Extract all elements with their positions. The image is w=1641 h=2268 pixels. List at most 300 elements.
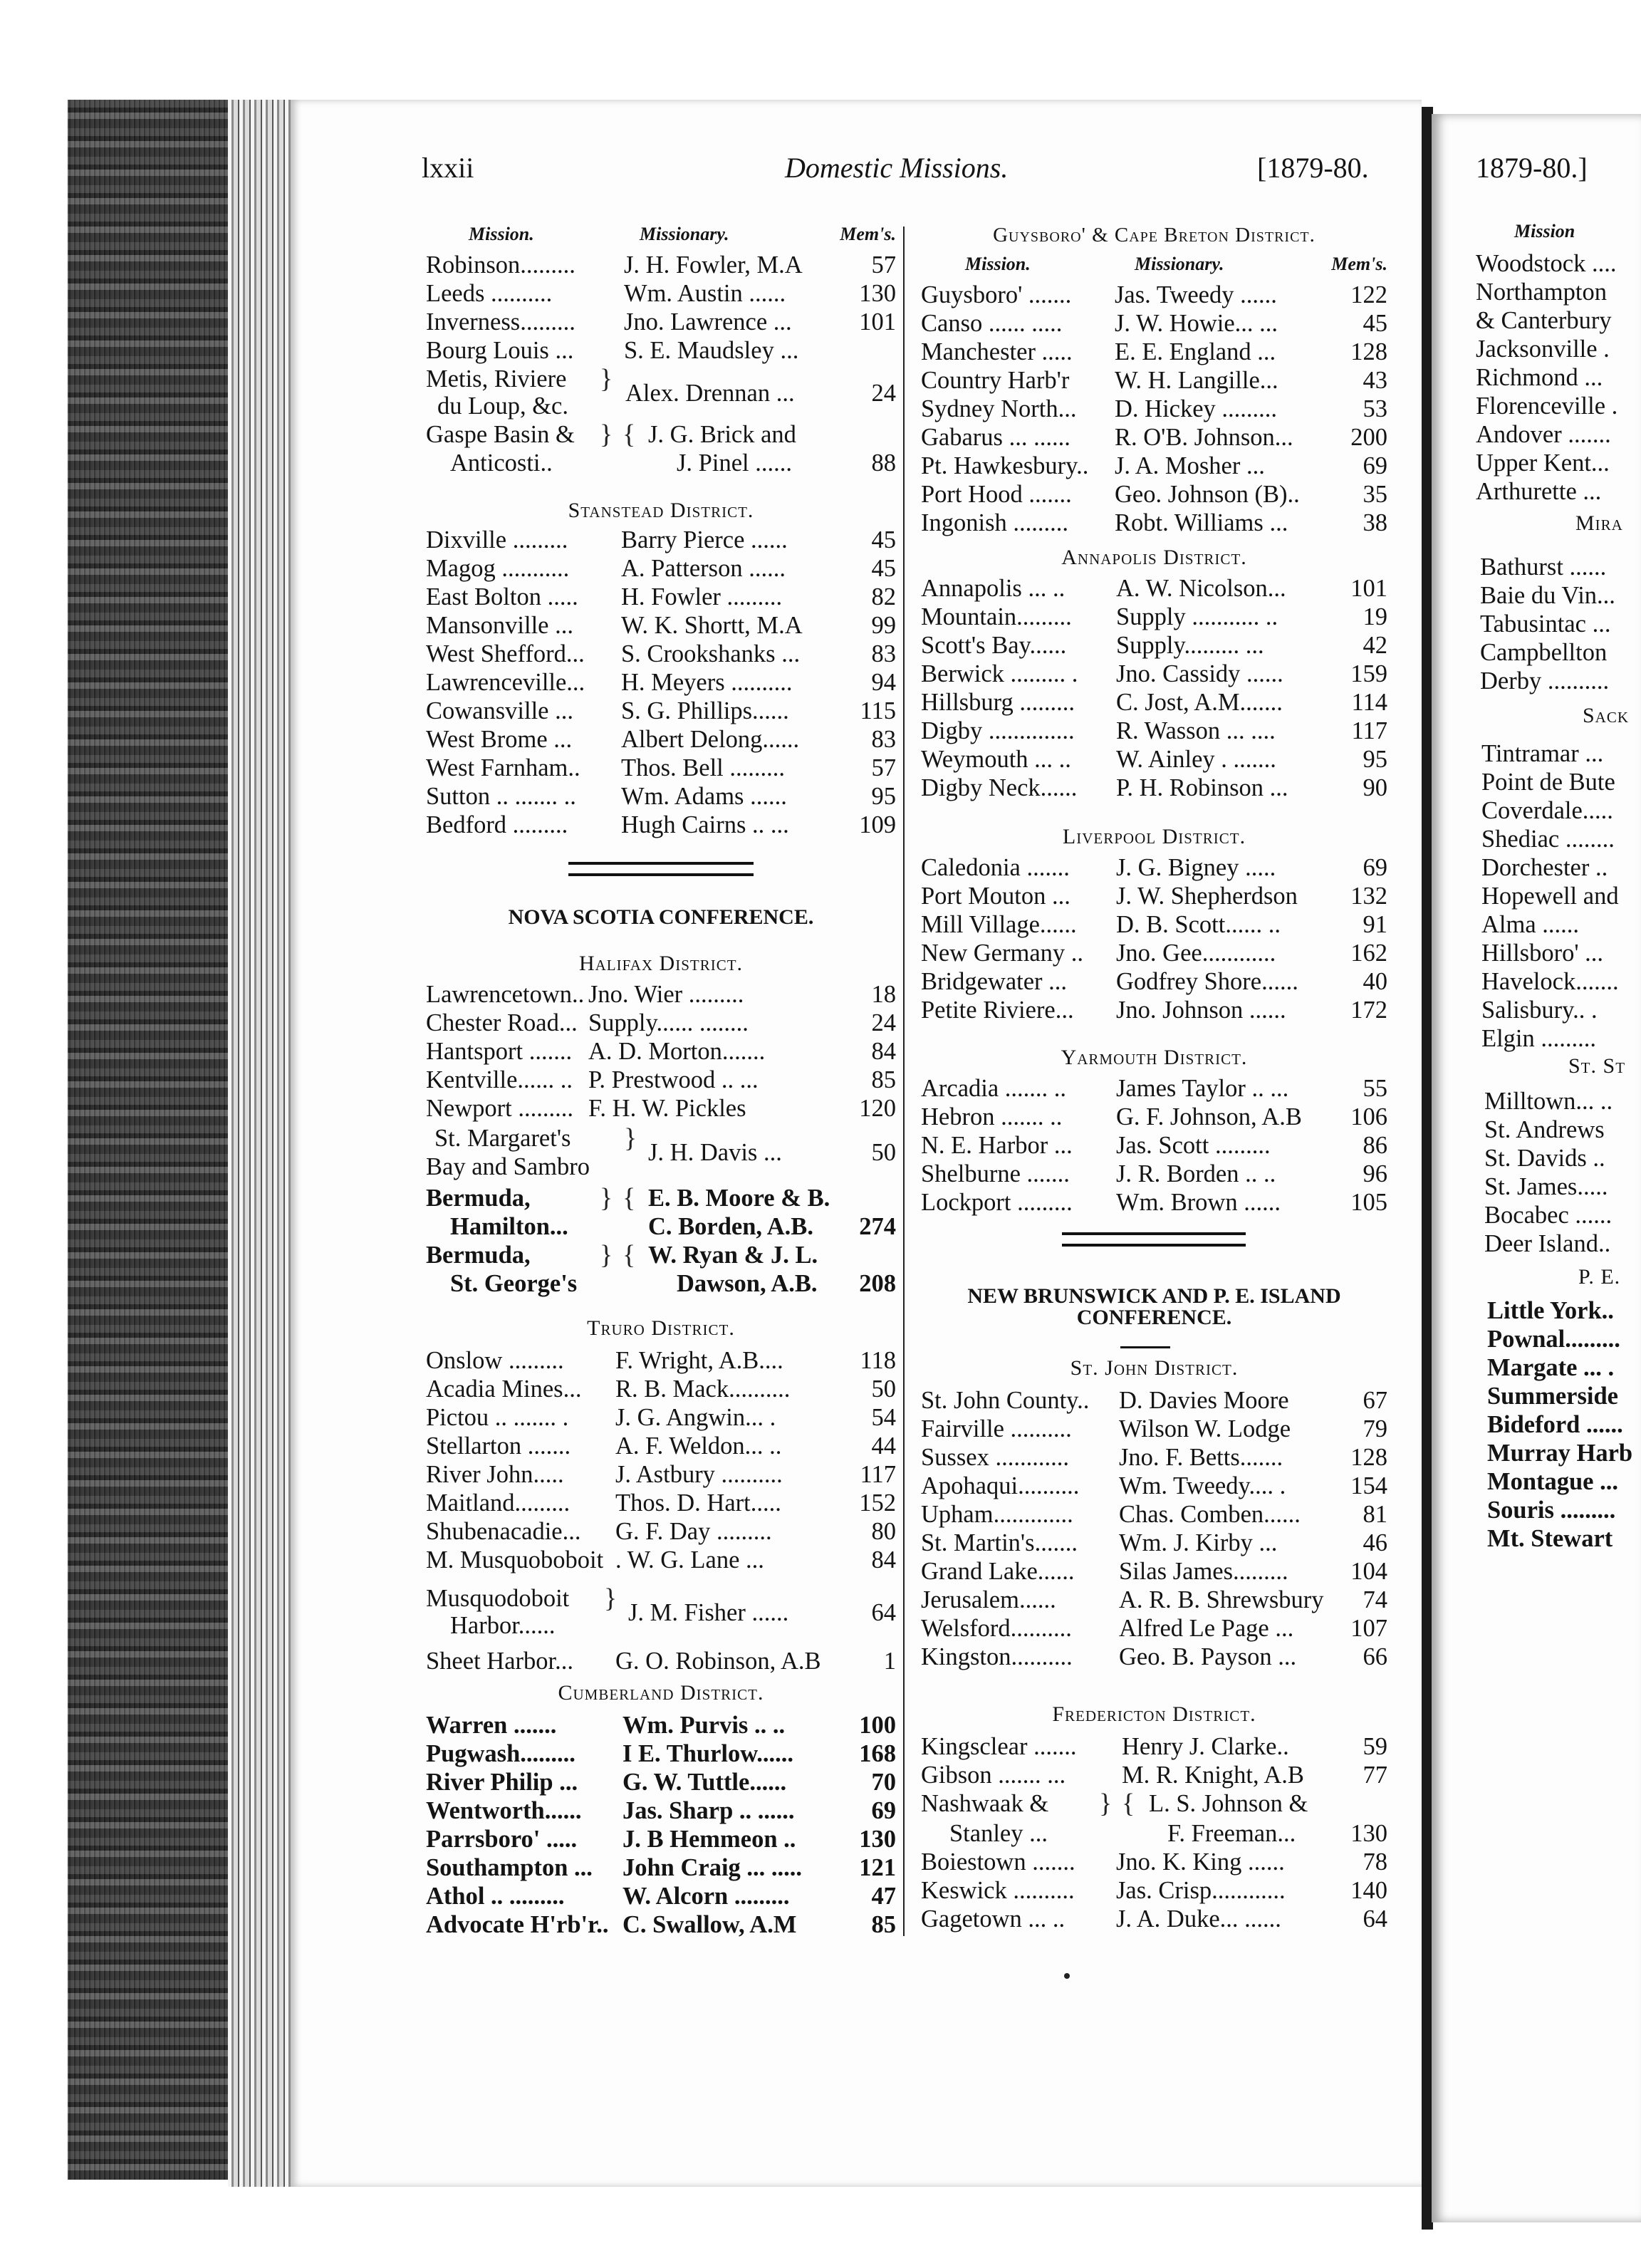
mission-name: Acadia Mines... bbox=[426, 1375, 582, 1403]
mission-name: Bocabec ...... bbox=[1484, 1202, 1613, 1229]
mission-name: St. Martin's....... bbox=[921, 1529, 1078, 1556]
member-count: 128 bbox=[1350, 338, 1387, 365]
brace: } bbox=[600, 364, 613, 394]
column-divider bbox=[903, 227, 905, 1936]
member-count: 107 bbox=[1350, 1615, 1387, 1642]
member-count: 120 bbox=[859, 1095, 896, 1122]
brace: } bbox=[600, 1183, 613, 1213]
table-row bbox=[921, 1761, 1387, 1789]
table-row bbox=[921, 1415, 1387, 1443]
table-row bbox=[426, 526, 896, 554]
member-count: 152 bbox=[859, 1489, 896, 1517]
mission-name: Sussex ............ bbox=[921, 1444, 1069, 1471]
missionary-name: I E. Thurlow...... bbox=[622, 1740, 793, 1767]
missionary-name: W. Alcorn ......... bbox=[622, 1883, 790, 1910]
table-row bbox=[921, 1472, 1387, 1500]
member-count: 69 bbox=[1363, 452, 1387, 479]
member-count: 69 bbox=[871, 1797, 896, 1824]
missionary-name: A. D. Morton....... bbox=[588, 1038, 766, 1065]
mission-name: Bridgewater ... bbox=[921, 968, 1068, 995]
table-row bbox=[426, 1489, 896, 1517]
missionary-name: R. Wasson ... .... bbox=[1116, 717, 1276, 744]
mission-name: Derby .......... bbox=[1480, 667, 1610, 695]
missionary-name: Jas. Scott ......... bbox=[1116, 1132, 1271, 1159]
member-count: 64 bbox=[871, 1599, 896, 1626]
mission-name: St. James..... bbox=[1484, 1173, 1608, 1200]
mission-name: Mansonville ... bbox=[426, 612, 573, 639]
missionary-name: Wm. Brown ...... bbox=[1116, 1189, 1281, 1216]
table-row bbox=[426, 1546, 896, 1574]
member-count: 128 bbox=[1350, 1444, 1387, 1471]
member-count: 95 bbox=[871, 783, 896, 810]
missionary-name: P. Prestwood .. ... bbox=[588, 1066, 759, 1093]
brace: } bbox=[604, 1583, 618, 1613]
short-rule bbox=[1120, 1346, 1170, 1348]
mission-name: East Bolton ..... bbox=[426, 583, 578, 610]
table-row bbox=[921, 1386, 1387, 1415]
missionary-name: A. W. Nicolson... bbox=[1116, 575, 1286, 602]
mission-name: Onslow ......... bbox=[426, 1347, 564, 1374]
member-count: 130 bbox=[859, 1826, 896, 1853]
missionary-name: M. R. Knight, A.B bbox=[1122, 1762, 1304, 1789]
table-row bbox=[921, 1103, 1387, 1131]
mission-name: Pictou .. ....... . bbox=[426, 1404, 569, 1431]
table-row bbox=[921, 660, 1387, 688]
mission-name: Hopewell and bbox=[1481, 883, 1619, 910]
right-page-column bbox=[1476, 214, 1641, 1710]
missionary-name: Jno. K. King ...... bbox=[1116, 1848, 1285, 1876]
table-row bbox=[426, 583, 896, 611]
missionary-name: Silas James......... bbox=[1119, 1558, 1288, 1585]
member-count: 54 bbox=[871, 1404, 896, 1431]
member-count: 105 bbox=[1350, 1189, 1387, 1216]
missionary-name: Jno. Johnson ...... bbox=[1116, 997, 1286, 1024]
mission-name: Annapolis ... .. bbox=[921, 575, 1066, 602]
mission-name: Florenceville . bbox=[1476, 392, 1618, 420]
missionary-name: J. G. Angwin... . bbox=[615, 1404, 776, 1431]
member-count: 94 bbox=[871, 669, 896, 696]
conference-heading: NOVA SCOTIA CONFERENCE. bbox=[508, 905, 814, 929]
mission-name: Sutton .. ....... .. bbox=[426, 783, 576, 810]
ink-dot bbox=[1064, 1973, 1070, 1979]
mission-name: Salisbury.. . bbox=[1481, 997, 1598, 1024]
member-count: 53 bbox=[1363, 395, 1387, 422]
mission-name: Digby Neck...... bbox=[921, 774, 1078, 801]
col-head-mission: Mission. bbox=[469, 224, 534, 244]
mission-name: Harbor...... bbox=[450, 1612, 556, 1639]
mission-name: Hamilton... bbox=[450, 1213, 568, 1240]
table-row bbox=[921, 1500, 1387, 1529]
mission-name: Andover ....... bbox=[1476, 421, 1611, 448]
missionary-name: Supply...... ........ bbox=[588, 1009, 749, 1036]
table-row bbox=[921, 1732, 1387, 1761]
col-head-mission: Mission. bbox=[965, 254, 1031, 274]
table-row bbox=[426, 1796, 896, 1825]
conference-heading: NEW BRUNSWICK AND P. E. ISLAND bbox=[967, 1284, 1341, 1308]
member-count: 114 bbox=[1351, 689, 1387, 716]
member-count: 42 bbox=[1363, 632, 1387, 659]
member-count: 55 bbox=[1363, 1075, 1387, 1102]
missionary-name: J. Astbury .......... bbox=[615, 1461, 783, 1488]
member-count: 69 bbox=[1363, 854, 1387, 881]
table-row bbox=[426, 1375, 896, 1403]
missionary-name: G. O. Robinson, A.B bbox=[615, 1648, 821, 1675]
table-row bbox=[921, 1557, 1387, 1586]
member-count: 88 bbox=[871, 449, 896, 477]
member-count: 80 bbox=[871, 1518, 896, 1545]
missionary-name: C. Jost, A.M....... bbox=[1116, 689, 1283, 716]
member-count: 115 bbox=[860, 697, 896, 724]
mission-name: St. Margaret's bbox=[434, 1125, 571, 1152]
mission-name: Bideford ...... bbox=[1487, 1411, 1623, 1438]
brace: { bbox=[622, 1183, 636, 1213]
missionary-name: Supply ........... .. bbox=[1116, 603, 1278, 630]
member-count: 1 bbox=[883, 1648, 896, 1675]
missionary-name: . W. G. Lane ... bbox=[615, 1546, 764, 1573]
member-count: 84 bbox=[871, 1546, 896, 1573]
member-count: 19 bbox=[1363, 603, 1387, 630]
table-row bbox=[426, 640, 896, 668]
member-count: 121 bbox=[859, 1854, 896, 1881]
mission-name: Canso ...... ..... bbox=[921, 310, 1063, 337]
conference-heading: CONFERENCE. bbox=[1076, 1306, 1232, 1329]
member-count: 35 bbox=[1363, 481, 1387, 508]
missionary-name: D. Hickey ......... bbox=[1115, 395, 1278, 422]
missionary-name: J. G. Brick and bbox=[648, 421, 796, 448]
table-row bbox=[426, 754, 896, 782]
brace: { bbox=[622, 420, 636, 449]
table-row bbox=[426, 1066, 896, 1094]
missionary-name: Thos. Bell ......... bbox=[621, 754, 785, 781]
mission-name: Dorchester .. bbox=[1481, 854, 1608, 881]
table-row bbox=[426, 1009, 896, 1037]
table-row bbox=[921, 509, 1387, 537]
year-left: [1879-80. bbox=[1257, 152, 1369, 184]
mission-name: Apohaqui.......... bbox=[921, 1472, 1080, 1499]
missionary-name: Jno. F. Betts....... bbox=[1119, 1444, 1283, 1471]
missionary-name: E. B. Moore & B. bbox=[648, 1185, 830, 1212]
missionary-name: Wm. Purvis .. .. bbox=[622, 1712, 786, 1739]
mission-name: Shediac ........ bbox=[1481, 826, 1615, 853]
mission-name: Petite Riviere... bbox=[921, 997, 1074, 1024]
mission-name: Summerside bbox=[1487, 1383, 1618, 1410]
mission-name: Weymouth ... .. bbox=[921, 746, 1071, 773]
mission-name: Tintramar ... bbox=[1481, 740, 1604, 767]
missionary-name: Geo. Johnson (B).. bbox=[1115, 481, 1300, 508]
brace: } bbox=[1099, 1789, 1113, 1819]
member-count: 57 bbox=[871, 251, 896, 279]
table-row bbox=[426, 980, 896, 1009]
missionary-name: H. Meyers .......... bbox=[621, 669, 793, 696]
table-row bbox=[921, 452, 1387, 480]
missionary-name: H. Fowler ......... bbox=[621, 583, 783, 610]
missionary-name: G. F. Day ......... bbox=[615, 1518, 772, 1545]
member-count: 109 bbox=[859, 811, 896, 838]
missionary-name: S. G. Phillips...... bbox=[621, 697, 789, 724]
member-count: 106 bbox=[1350, 1103, 1387, 1130]
mission-name: Fairville .......... bbox=[921, 1415, 1072, 1442]
mission-name: Kingsclear ....... bbox=[921, 1733, 1077, 1760]
missionary-name: J. M. Fisher ...... bbox=[628, 1599, 789, 1626]
missionary-name: Jno. Gee............ bbox=[1116, 940, 1276, 967]
mission-name: Pugwash......... bbox=[426, 1740, 575, 1767]
table-row bbox=[426, 1739, 896, 1768]
table-row bbox=[921, 281, 1387, 309]
member-count: 85 bbox=[871, 1911, 896, 1938]
member-count: 83 bbox=[871, 640, 896, 667]
table-row bbox=[921, 1586, 1387, 1614]
mission-name: Tabusintac ... bbox=[1480, 610, 1611, 638]
member-count: 70 bbox=[871, 1769, 896, 1796]
missionary-name: C. Swallow, A.M bbox=[622, 1911, 797, 1938]
table-row bbox=[921, 338, 1387, 366]
mission-name: Northampton bbox=[1476, 279, 1607, 306]
member-count: 64 bbox=[1363, 1905, 1387, 1933]
mission-name: Shelburne ....... bbox=[921, 1160, 1070, 1187]
mission-name: Elgin ......... bbox=[1481, 1025, 1596, 1052]
table-row bbox=[426, 1346, 896, 1375]
mission-name: Point de Bute bbox=[1481, 769, 1615, 796]
mission-name: Arcadia ....... .. bbox=[921, 1075, 1067, 1102]
table-row bbox=[921, 1614, 1387, 1643]
mission-name: Nashwaak & bbox=[921, 1790, 1049, 1817]
table-row bbox=[426, 251, 896, 279]
table-row bbox=[426, 1647, 896, 1675]
district-heading: St. John District. bbox=[1070, 1356, 1239, 1380]
missionary-name: G. F. Johnson, A.B bbox=[1116, 1103, 1302, 1130]
mission-name: Lawrenceville... bbox=[426, 669, 585, 696]
table-row bbox=[921, 688, 1387, 717]
member-count: 172 bbox=[1350, 997, 1387, 1024]
mission-name: Musquodoboit bbox=[426, 1585, 570, 1612]
mission-name: Havelock....... bbox=[1481, 968, 1619, 995]
member-count: 200 bbox=[1350, 424, 1387, 451]
district-heading: Sack bbox=[1583, 704, 1630, 727]
mission-name: Coverdale..... bbox=[1481, 797, 1613, 824]
missionary-name: W. Ryan & J. L. bbox=[648, 1242, 818, 1269]
table-row bbox=[426, 611, 896, 640]
table-row bbox=[426, 279, 896, 308]
mission-name: St. John County.. bbox=[921, 1387, 1090, 1414]
missionary-name: Henry J. Clarke.. bbox=[1122, 1733, 1289, 1760]
district-heading: Mira bbox=[1575, 511, 1623, 535]
brace: { bbox=[1122, 1789, 1135, 1819]
missionary-name: J. Pinel ...... bbox=[677, 449, 792, 477]
mission-name: Mountain......... bbox=[921, 603, 1072, 630]
mission-name: Upham............. bbox=[921, 1501, 1073, 1528]
missionary-name: A. Patterson ...... bbox=[621, 555, 786, 582]
mission-name: M. Musquoboboit bbox=[426, 1546, 604, 1573]
mission-name: Sydney North... bbox=[921, 395, 1077, 422]
missionary-name: J. B Hemmeon .. bbox=[622, 1826, 796, 1853]
mission-name: Mt. Stewart bbox=[1487, 1525, 1613, 1552]
member-count: 38 bbox=[1363, 509, 1387, 536]
table-row bbox=[426, 697, 896, 725]
mission-name: Richmond ... bbox=[1476, 364, 1603, 391]
brace: } bbox=[600, 1240, 613, 1270]
district-heading: Liverpool District. bbox=[1062, 825, 1246, 848]
missionary-name: Albert Delong...... bbox=[621, 726, 800, 753]
mission-name: St. George's bbox=[450, 1270, 578, 1297]
member-count: 81 bbox=[1363, 1501, 1387, 1528]
table-row bbox=[921, 1848, 1387, 1876]
missionary-name: Jno. Wier ......... bbox=[588, 981, 744, 1008]
mission-name: West Shefford... bbox=[426, 640, 585, 667]
mission-name: New Germany .. bbox=[921, 940, 1084, 967]
mission-name: Jacksonville . bbox=[1476, 335, 1610, 363]
missionary-name: J. H. Fowler, M.A bbox=[624, 251, 803, 279]
mission-name: Bedford ......... bbox=[426, 811, 568, 838]
mission-name: Hantsport ....... bbox=[426, 1038, 573, 1065]
mission-name: Lockport ......... bbox=[921, 1189, 1073, 1216]
missionary-name: S. Crookshanks ... bbox=[621, 640, 801, 667]
mission-name: Chester Road... bbox=[426, 1009, 578, 1036]
member-count: 140 bbox=[1350, 1877, 1387, 1904]
mission-name: Gibson ....... ... bbox=[921, 1762, 1066, 1789]
table-row bbox=[921, 1905, 1387, 1933]
member-count: 45 bbox=[1363, 310, 1387, 337]
member-count: 101 bbox=[859, 308, 896, 335]
missionary-name: D. B. Scott...... .. bbox=[1116, 911, 1281, 938]
missionary-name: F. Freeman... bbox=[1167, 1820, 1296, 1847]
table-row bbox=[921, 1188, 1387, 1217]
mission-name: Welsford.......... bbox=[921, 1615, 1072, 1642]
table-row bbox=[921, 366, 1387, 395]
mission-name: Montague ... bbox=[1487, 1468, 1618, 1495]
member-count: 95 bbox=[1363, 746, 1387, 773]
missionary-name: F. Wright, A.B.... bbox=[615, 1347, 783, 1374]
missionary-name: Alex. Drennan ... bbox=[625, 380, 795, 407]
table-row bbox=[921, 631, 1387, 660]
mission-name: Southampton ... bbox=[426, 1854, 593, 1881]
missionary-name: James Taylor .. ... bbox=[1116, 1075, 1289, 1102]
mission-name: Milltown... .. bbox=[1484, 1088, 1613, 1115]
member-count: 208 bbox=[859, 1270, 896, 1297]
missionary-name: Alfred Le Page ... bbox=[1119, 1615, 1294, 1642]
missionary-name: Jno. Cassidy ...... bbox=[1116, 660, 1283, 687]
member-count: 117 bbox=[860, 1461, 896, 1488]
mission-name: Margate ... . bbox=[1487, 1354, 1615, 1381]
mission-name: Pownal......... bbox=[1487, 1326, 1620, 1353]
mission-name: Hillsburg ......... bbox=[921, 689, 1075, 716]
table-row bbox=[426, 668, 896, 697]
table-row bbox=[921, 1529, 1387, 1557]
mission-name: Port Mouton ... bbox=[921, 883, 1070, 910]
missionary-name: Dawson, A.B. bbox=[677, 1270, 818, 1297]
missionary-name: J. A. Duke... ...... bbox=[1116, 1905, 1281, 1933]
table-row bbox=[921, 1443, 1387, 1472]
missionary-name: John Craig ... ..... bbox=[622, 1854, 803, 1881]
district-heading: Guysboro' & Cape Breton District. bbox=[993, 224, 1316, 246]
member-count: 104 bbox=[1350, 1558, 1387, 1585]
member-count: 59 bbox=[1363, 1733, 1387, 1760]
district-heading: P. E. bbox=[1578, 1265, 1621, 1289]
missionary-name: L. S. Johnson & bbox=[1149, 1790, 1308, 1817]
table-row bbox=[426, 1882, 896, 1910]
member-count: 47 bbox=[871, 1883, 896, 1910]
mission-name: Gagetown ... .. bbox=[921, 1905, 1066, 1933]
member-count: 85 bbox=[871, 1066, 896, 1093]
table-row bbox=[426, 1853, 896, 1882]
mission-name: Stanley ... bbox=[949, 1820, 1048, 1847]
missionary-name: Wilson W. Lodge bbox=[1119, 1415, 1291, 1442]
mission-name: St. Davids .. bbox=[1484, 1145, 1605, 1172]
mission-name: Robinson......... bbox=[426, 251, 575, 279]
mission-name: River John..... bbox=[426, 1461, 564, 1488]
member-count: 50 bbox=[871, 1139, 896, 1166]
member-count: 96 bbox=[1363, 1160, 1387, 1187]
mission-name: Athol .. ......... bbox=[426, 1883, 565, 1910]
member-count: 74 bbox=[1363, 1586, 1387, 1613]
brace: } bbox=[624, 1123, 637, 1153]
mission-name: Bermuda, bbox=[426, 1185, 531, 1212]
mission-name: Manchester ..... bbox=[921, 338, 1073, 365]
district-heading: Stanstead District. bbox=[568, 499, 754, 522]
missionary-name: W. Ainley . ....... bbox=[1116, 746, 1276, 773]
mission-name: N. E. Harbor ... bbox=[921, 1132, 1073, 1159]
member-count: 162 bbox=[1350, 940, 1387, 967]
member-count: 130 bbox=[859, 280, 896, 307]
table-row bbox=[921, 1074, 1387, 1103]
missionary-name: F. H. W. Pickles bbox=[588, 1095, 746, 1122]
mission-name: Magog ........... bbox=[426, 555, 570, 582]
missionary-name: Hugh Cairns .. ... bbox=[621, 811, 789, 838]
missionary-name: G. W. Tuttle...... bbox=[622, 1769, 787, 1796]
table-row bbox=[426, 1460, 896, 1489]
member-count: 86 bbox=[1363, 1132, 1387, 1159]
table-row bbox=[426, 1910, 896, 1939]
mission-name: Jerusalem...... bbox=[921, 1586, 1056, 1613]
mission-name: Keswick .......... bbox=[921, 1877, 1075, 1904]
member-count: 99 bbox=[871, 612, 896, 639]
member-count: 118 bbox=[860, 1347, 896, 1374]
mission-name: Berwick ......... . bbox=[921, 660, 1078, 687]
member-count: 82 bbox=[871, 583, 896, 610]
mission-name: Upper Kent... bbox=[1476, 449, 1610, 477]
table-row bbox=[426, 1403, 896, 1432]
table-row bbox=[921, 603, 1387, 631]
missionary-name: C. Borden, A.B. bbox=[648, 1213, 813, 1240]
member-count: 45 bbox=[871, 555, 896, 582]
mission-name: Bermuda, bbox=[426, 1242, 531, 1269]
mission-name: Alma ...... bbox=[1481, 911, 1580, 938]
table-row bbox=[921, 910, 1387, 939]
table-row bbox=[426, 1825, 896, 1853]
section-rule bbox=[1062, 1232, 1246, 1247]
table-row bbox=[921, 967, 1387, 996]
mission-name: Inverness......... bbox=[426, 308, 575, 335]
member-count: 130 bbox=[1350, 1820, 1387, 1847]
mission-name: Hebron ....... .. bbox=[921, 1103, 1063, 1130]
mission-name: Warren ....... bbox=[426, 1712, 557, 1739]
table-row bbox=[921, 423, 1387, 452]
member-count: 57 bbox=[871, 754, 896, 781]
year-right: 1879-80.] bbox=[1476, 152, 1588, 184]
section-rule bbox=[568, 862, 754, 876]
missionary-name: Godfrey Shore...... bbox=[1116, 968, 1298, 995]
table-row bbox=[921, 774, 1387, 802]
member-count: 24 bbox=[871, 380, 896, 407]
mission-name: Deer Island.. bbox=[1484, 1230, 1611, 1257]
mission-name: St. Andrews bbox=[1484, 1116, 1605, 1143]
table-row bbox=[426, 336, 896, 365]
col-head-missionary: Missionary. bbox=[640, 224, 729, 244]
missionary-name: W. H. Langille... bbox=[1115, 367, 1278, 394]
member-count: 44 bbox=[871, 1432, 896, 1460]
mission-name: Metis, Riviere bbox=[426, 365, 567, 392]
missionary-name: J. W. Shepherdson bbox=[1116, 883, 1298, 910]
member-count: 50 bbox=[871, 1375, 896, 1403]
